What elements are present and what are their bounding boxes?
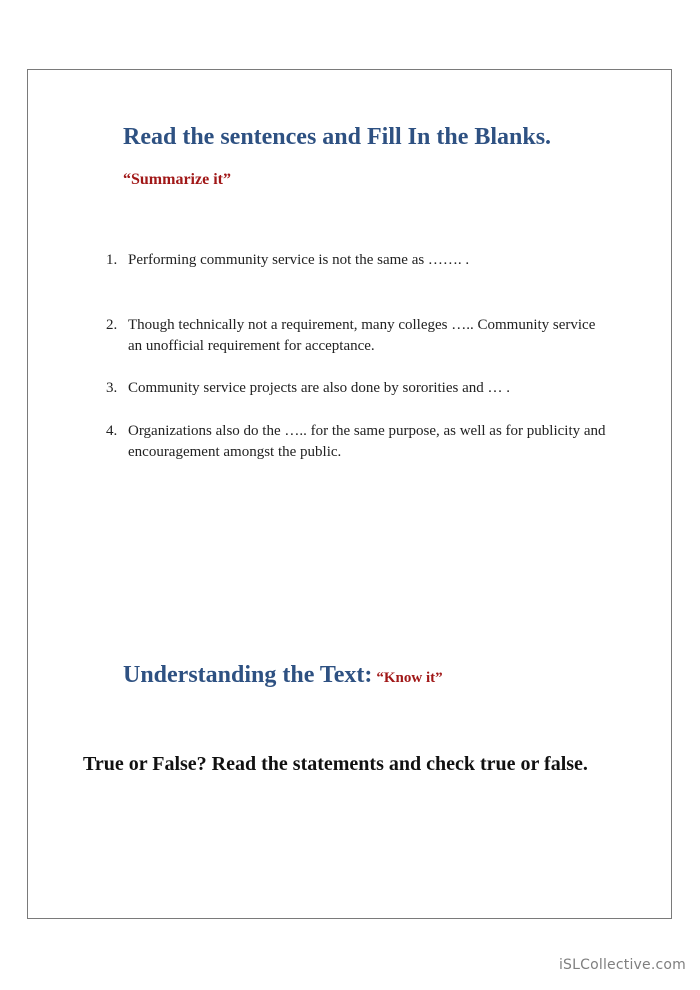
true-false-instructions: True or False? Read the statements and check true or false.	[83, 753, 588, 775]
question-number: 4.	[106, 423, 118, 439]
section-title-text: Understanding the Text:	[123, 662, 373, 688]
question-item-1	[106, 250, 606, 271]
question-text: Performing community service is not the same as ……. .	[128, 252, 470, 268]
section-subtitle: “Know it”	[376, 670, 443, 686]
question-text: Though technically not a requirement, many colleges ….. Community service an unofficial requirement for acceptance.	[128, 317, 596, 354]
question-item-3	[106, 378, 606, 399]
worksheet-subtitle: “Summarize it”	[123, 171, 231, 188]
question-number: 2.	[106, 317, 118, 333]
question-text: Organizations also do the ….. for the same purpose, as well as for publicity and encouragement amongst the public.	[128, 423, 606, 460]
section-title	[123, 662, 443, 689]
question-item-2	[106, 315, 606, 357]
question-number: 1.	[106, 252, 118, 268]
worksheet-title: Read the sentences and Fill In the Blanks.	[123, 124, 552, 150]
question-text: Community service projects are also done by sororities and … .	[128, 380, 510, 396]
page-frame	[27, 69, 672, 919]
question-item-4	[106, 421, 606, 463]
watermark: iSLCollective.com	[558, 957, 686, 973]
question-number: 3.	[106, 380, 118, 396]
